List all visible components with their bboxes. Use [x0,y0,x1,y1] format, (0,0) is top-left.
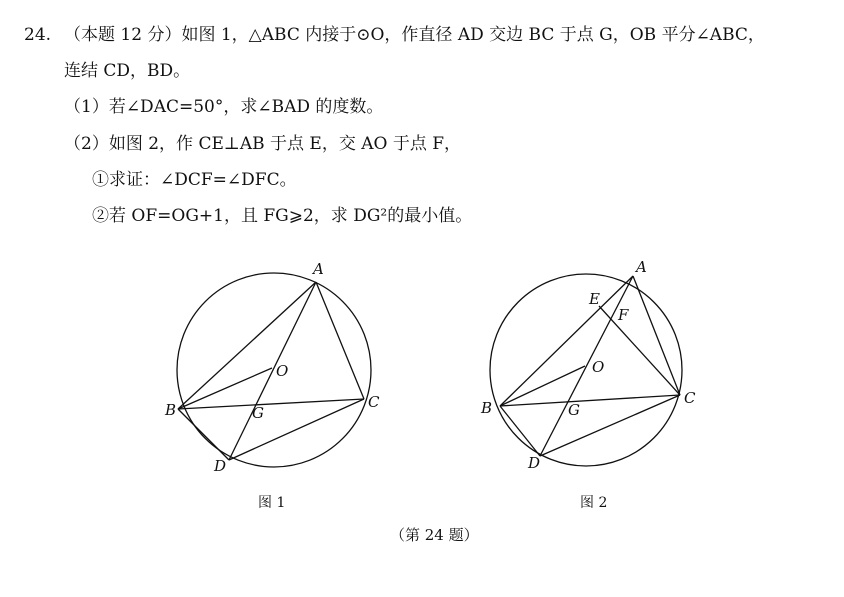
problem-part-1: （1）若∠DAC=50°，求∠BAD 的度数。 [64,97,384,117]
segment-bc [500,395,680,406]
label-o: O [276,362,289,380]
problem-part-2: （2）如图 2，作 CE⊥AB 于点 E，交 AO 于点 F， [64,134,462,154]
segment-ab [178,282,316,409]
label-b: B [481,399,493,417]
label-a: A [313,260,324,278]
segment-ab [500,276,633,406]
segment-bd [178,409,229,460]
segment-cd [229,399,364,460]
problem-part-2-subquestion-2: ②若 OF=OG+1，且 FG⩾2，求 DG²的最小值。 [92,206,473,226]
figure-2-diagram [472,255,712,485]
segment-ac [633,276,680,395]
label-c: C [684,389,696,407]
label-d: D [528,454,541,472]
circle-o [490,274,682,466]
label-d: D [214,457,227,475]
label-g: G [568,401,580,419]
label-e: E [589,290,600,308]
problem-line-1 [24,24,765,46]
problem-number: 24. [24,25,52,45]
problem-statement-intro: （本题 12 分）如图 1，△ABC 内接于⊙O，作直径 AD 交边 BC 于点 G，OB 平分∠ABC， [64,25,765,45]
label-o: O [592,358,605,376]
segment-bo [178,368,272,409]
segment-bc [178,399,364,409]
label-a: A [636,258,647,276]
diameter-ad [540,276,633,456]
label-f: F [618,306,629,324]
figure-1-diagram [160,255,400,485]
problem-part-2-subquestion-1: ①求证：∠DCF=∠DFC。 [92,170,297,190]
segment-cd [540,395,680,456]
question-number-label: （第 24 题） [390,526,479,544]
label-g: G [252,404,264,422]
problem-line-2: 连结 CD，BD。 [64,61,191,81]
figure-2-caption: 图 2 [580,495,608,511]
segment-bo [500,366,585,406]
label-b: B [165,401,177,419]
segment-bd [500,406,540,456]
diameter-ad [229,282,316,460]
figure-1-caption: 图 1 [258,495,286,511]
label-c: C [368,393,380,411]
